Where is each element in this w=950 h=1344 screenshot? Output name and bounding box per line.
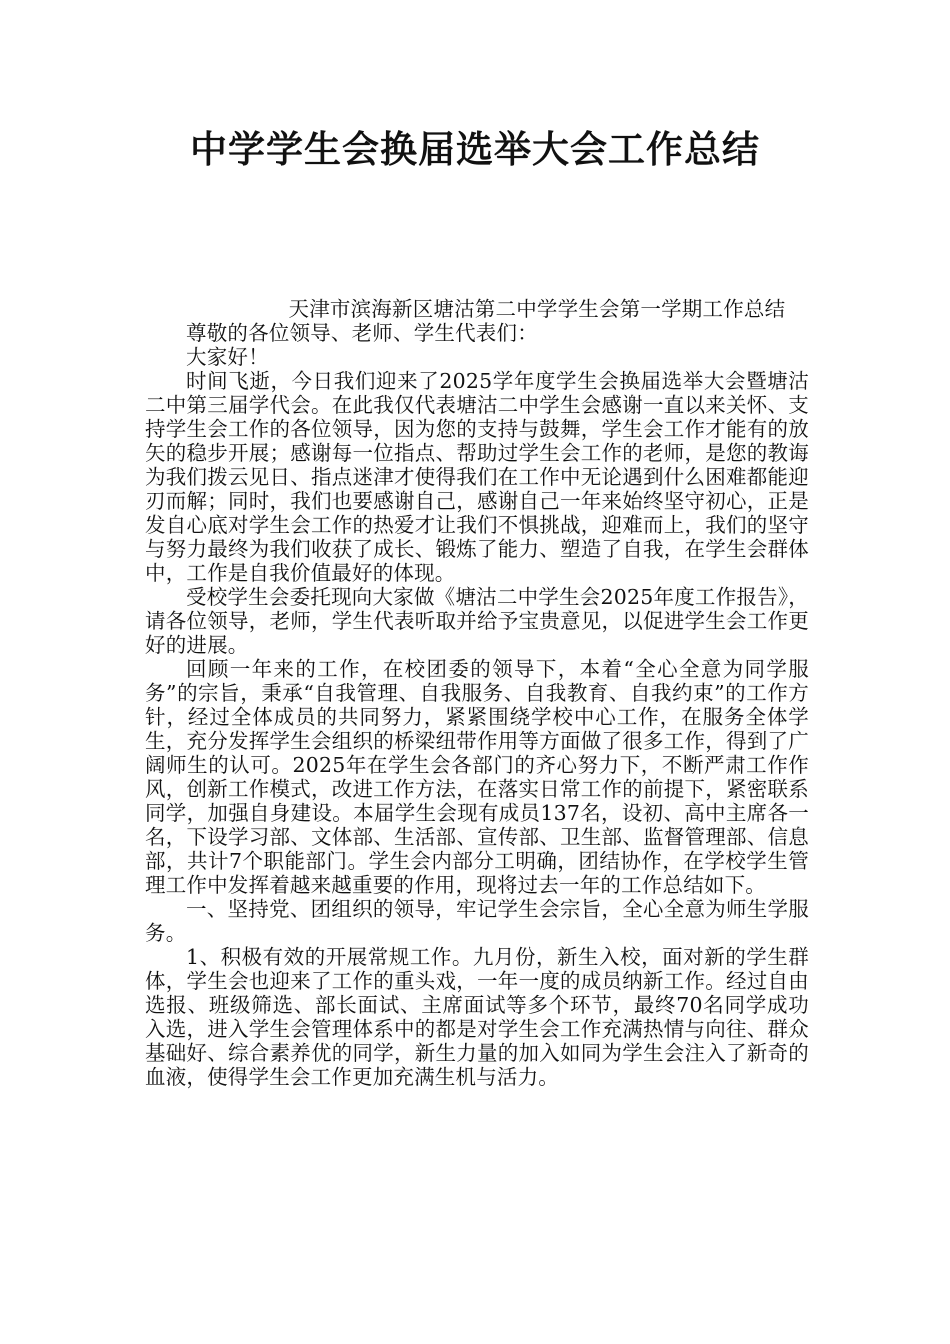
paragraph-opening: 时间飞逝，今日我们迎来了2025学年度学生会换届选举大会暨塘沽二中第三届学代会。在此我仅代表塘沽二中学生会感谢一直以来关怀、支持学生会工作的各位领导，因为您的支持与鼓舞，学生会工作才能有的放矢的稳步开展；感谢每一位指点、帮助过学生会工作的老师，是您的教诲为我们拨云见日、指点迷津才使得我们在工作中无论遇到什么困难都能迎刃而解；同时，我们也要感谢自己，感谢自己一年来始终坚守初心，正是发自心底对学生会工作的热爱才让我们不惧挑战，迎难而上，我们的坚守与努力最终为我们收获了成长、锻炼了能力、塑造了自我，在学生会群体中，工作是自我价值最好的体现。 <box>145 369 809 585</box>
section-heading-1: 一、坚持党、团组织的领导，牢记学生会宗旨，全心全意为师生学服务。 <box>145 897 809 945</box>
document-subtitle: 天津市滨海新区塘沽第二中学学生会第一学期工作总结 <box>288 297 786 321</box>
salutation: 尊敬的各位领导、老师、学生代表们： <box>186 321 538 345</box>
document-title: 中学学生会换届选举大会工作总结 <box>190 128 760 171</box>
paragraph-report: 受校学生会委托现向大家做《塘沽二中学生会2025年度工作报告》，请各位领导，老师，学生代表听取并给予宝贵意见，以促进学生会工作更好的进展。 <box>145 585 809 657</box>
paragraph-item-1: 1、积极有效的开展常规工作。九月份，新生入校，面对新的学生群体，学生会也迎来了工作的重头戏，一年一度的成员纳新工作。经过自由选报、班级筛选、部长面试、主席面试等多个环节，最终70名同学成功入选，进入学生会管理体系中的都是对学生会工作充满热情与向往、群众基础好、综合素养优的同学，新生力量的加入如同为学生会注入了新奇的血液，使得学生会工作更加充满生机与活力。 <box>145 945 809 1089</box>
document-body <box>145 297 809 1089</box>
paragraph-review: 回顾一年来的工作，在校团委的领导下，本着“全心全意为同学服务”的宗旨，秉承“自我管理、自我服务、自我教育、自我约束”的工作方针，经过全体成员的共同努力，紧紧围绕学校中心工作，在服务全体学生，充分发挥学生会组织的桥梁纽带作用等方面做了很多工作，得到了广阔师生的认可。2025年在学生会各部门的齐心努力下，不断严肃工作作风，创新工作模式，改进工作方法，在落实日常工作的前提下，紧密联系同学，加强自身建设。本届学生会现有成员137名，设初、高中主席各一名，下设学习部、文体部、生活部、宣传部、卫生部、监督管理部、信息部，共计7个职能部门。学生会内部分工明确，团结协作，在学校学生管理工作中发挥着越来越重要的作用，现将过去一年的工作总结如下。 <box>145 657 809 897</box>
greeting: 大家好！ <box>186 345 269 369</box>
